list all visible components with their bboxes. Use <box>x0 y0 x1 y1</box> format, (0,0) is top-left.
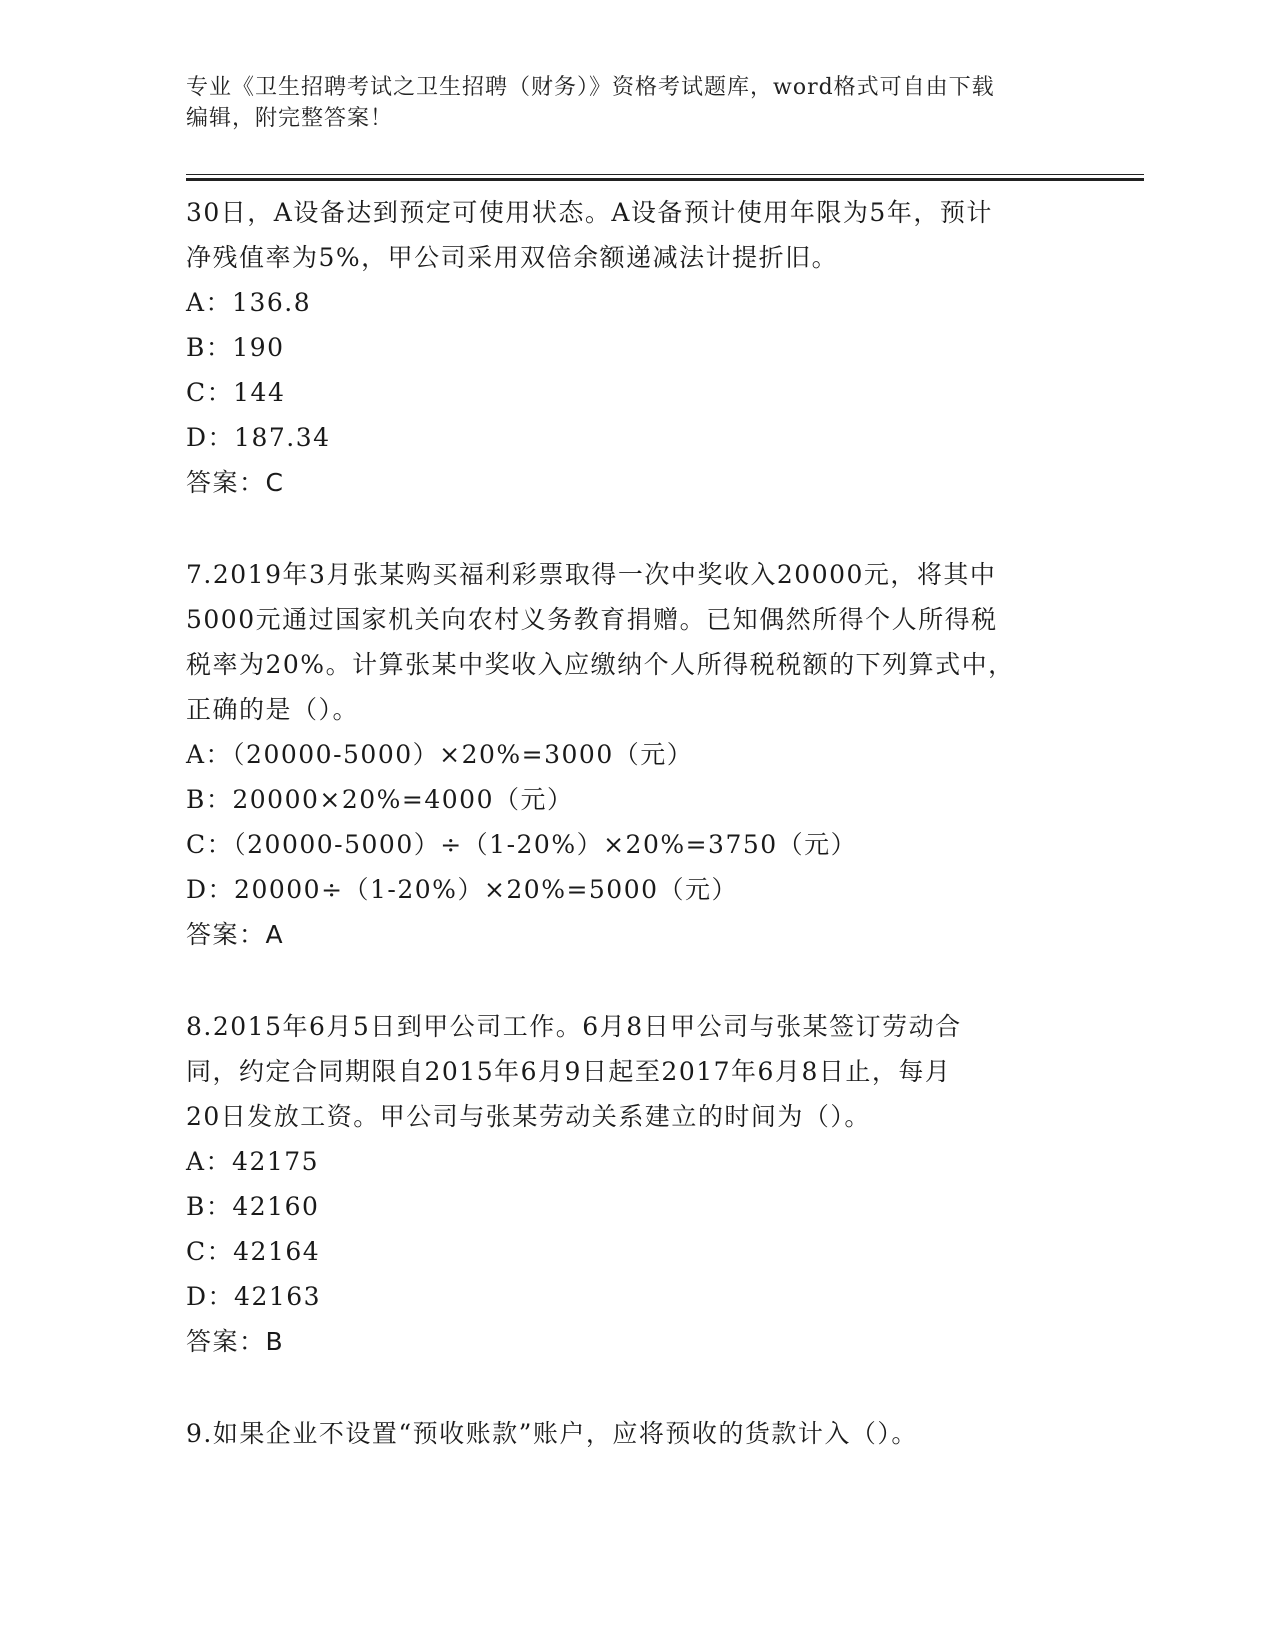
question-7-option-a: A：（20000-5000）×20%=3000（元） <box>186 740 694 769</box>
question-6-option-d: D：187.34 <box>186 423 331 452</box>
question-8-option-b: B：42160 <box>186 1192 320 1221</box>
question-6-option-a: A：136.8 <box>186 288 312 317</box>
question-8-text-line-2: 同，约定合同期限自2015年6月9日起至2017年6月8日止，每月 <box>186 1057 952 1086</box>
question-7-option-d: D：20000÷（1-20%）×20%=5000（元） <box>186 875 739 904</box>
header-line-2: 编辑，附完整答案！ <box>186 106 394 131</box>
question-7-text-line-4: 正确的是（）。 <box>186 695 360 724</box>
question-6-text-line-1: 30日，A设备达到预定可使用状态。A设备预计使用年限为5年，预计 <box>186 198 993 227</box>
question-8-option-c: C：42164 <box>186 1237 321 1266</box>
question-8 <box>186 1004 1086 1364</box>
question-6-text-line-2: 净残值率为5%，甲公司采用双倍余额递减法计提折旧。 <box>186 243 839 272</box>
header-divider-thin <box>186 174 1144 175</box>
document-header <box>186 72 1066 134</box>
question-8-text-line-3: 20日发放工资。甲公司与张某劳动关系建立的时间为（）。 <box>186 1102 871 1131</box>
question-8-text-line-1: 8.2015年6月5日到甲公司工作。6月8日甲公司与张某签订劳动合 <box>186 1012 962 1041</box>
header-line-1: 专业《卫生招聘考试之卫生招聘（财务）》资格考试题库，word格式可自由下载 <box>186 75 995 100</box>
spacer <box>186 1364 1086 1411</box>
question-7-option-b: B：20000×20%=4000（元） <box>186 785 574 814</box>
question-7-text-line-1: 7.2019年3月张某购买福利彩票取得一次中奖收入20000元，将其中 <box>186 560 997 589</box>
spacer <box>186 505 1086 552</box>
question-8-option-d: D：42163 <box>186 1282 322 1311</box>
spacer <box>186 957 1086 1004</box>
question-6-option-c: C：144 <box>186 378 286 407</box>
question-6-answer: 答案：C <box>186 468 285 497</box>
document-body <box>186 190 1086 1456</box>
question-9-text-line-1: 9.如果企业不设置“预收账款”账户，应将预收的货款计入（）。 <box>186 1419 918 1448</box>
question-7-option-c: C：（20000-5000）÷（1-20%）×20%=3750（元） <box>186 830 858 859</box>
question-7-text-line-3: 税率为20%。计算张某中奖收入应缴纳个人所得税税额的下列算式中， <box>186 650 1015 679</box>
question-8-option-a: A：42175 <box>186 1147 320 1176</box>
question-7-answer: 答案：A <box>186 920 285 949</box>
question-8-answer: 答案：B <box>186 1327 285 1356</box>
question-7-text-line-2: 5000元通过国家机关向农村义务教育捐赠。已知偶然所得个人所得税 <box>186 605 998 634</box>
question-7 <box>186 552 1086 957</box>
question-6-option-b: B：190 <box>186 333 285 362</box>
question-6 <box>186 190 1086 505</box>
header-divider-thick <box>186 178 1144 181</box>
question-9 <box>186 1411 1086 1456</box>
